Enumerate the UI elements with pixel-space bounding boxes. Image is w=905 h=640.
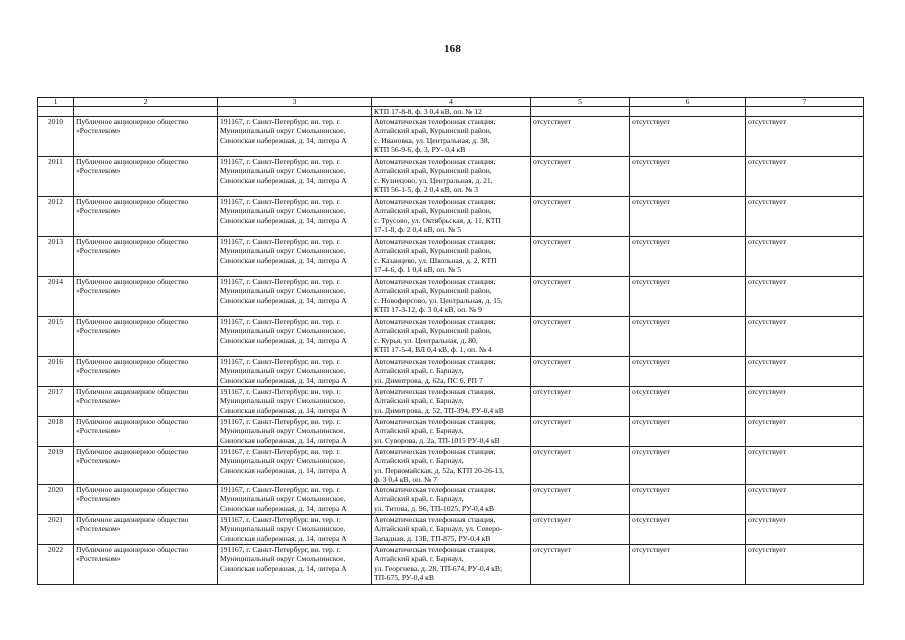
column-7-cell: отсутствует (746, 387, 864, 417)
owner-cell: Публичное акционерное общество «Ростелеком» (74, 317, 218, 357)
column-7-cell: отсутствует (746, 545, 864, 585)
address-cell: 191167, г. Санкт-Петербург, вн. тер. г. Муниципальный округ Смольнинское, Синопская набережная, д. 14, литера А (218, 485, 372, 515)
column-6-cell: отсутствует (630, 357, 746, 387)
table-body (38, 107, 864, 585)
owner-cell: Публичное акционерное общество «Ростелеком» (74, 417, 218, 447)
column-5-cell: отсутствует (531, 317, 630, 357)
owner-cell: Публичное акционерное общество «Ростелеком» (74, 545, 218, 585)
column-7-cell: отсутствует (746, 157, 864, 197)
table-row (38, 277, 864, 317)
column-7-cell: отсутствует (746, 357, 864, 387)
continuation-row (38, 107, 864, 117)
address-cell: 191167, г. Санкт-Петербург, вн. тер. г. Муниципальный округ Смольнинское, Синопская набережная, д. 14, литера А (218, 417, 372, 447)
column-6-cell: отсутствует (630, 447, 746, 485)
table-cell (38, 107, 74, 117)
address-cell: 191167, г. Санкт-Петербург, вн. тер. г. Муниципальный округ Смольнинское, Синопская набережная, д. 14, литера А (218, 447, 372, 485)
column-7-cell: отсутствует (746, 447, 864, 485)
column-5-cell: отсутствует (531, 447, 630, 485)
owner-cell: Публичное акционерное общество «Ростелеком» (74, 357, 218, 387)
object-cell: Автоматическая телефонная станция, Алтайский край, Курьинский район, с. Новофирсово, ул. Центральная, д. 15, КТП 17-3-12, ф. 3 0,4 кВ, оп. № 9 (372, 277, 531, 317)
column-7-cell: отсутствует (746, 515, 864, 545)
column-header: 7 (746, 98, 864, 107)
table-cell (531, 107, 630, 117)
column-header: 2 (74, 98, 218, 107)
column-6-cell: отсутствует (630, 277, 746, 317)
row-number-cell: 2010 (38, 117, 74, 157)
column-5-cell: отсутствует (531, 515, 630, 545)
address-cell: 191167, г. Санкт-Петербург, вн. тер. г. Муниципальный округ Смольнинское, Синопская набережная, д. 14, литера А (218, 387, 372, 417)
row-number-cell: 2017 (38, 387, 74, 417)
row-number-cell: 2013 (38, 237, 74, 277)
owner-cell: Публичное акционерное общество «Ростелеком» (74, 387, 218, 417)
row-number-cell: 2021 (38, 515, 74, 545)
column-6-cell: отсутствует (630, 387, 746, 417)
address-cell: 191167, г. Санкт-Петербург, вн. тер. г. Муниципальный округ Смольнинское, Синопская набережная, д. 14, литера А (218, 317, 372, 357)
column-6-cell: отсутствует (630, 515, 746, 545)
address-cell: 191167, г. Санкт-Петербург, вн. тер. г. Муниципальный округ Смольнинское, Синопская набережная, д. 14, литера А (218, 277, 372, 317)
column-5-cell: отсутствует (531, 357, 630, 387)
table-row (38, 545, 864, 585)
column-6-cell: отсутствует (630, 117, 746, 157)
table-row (38, 197, 864, 237)
row-number-cell: 2020 (38, 485, 74, 515)
object-cell: Автоматическая телефонная станция, Алтайский край, г. Барнаул, ул. Северо- Западная, д. 13Б, ТП-875, РУ-0,4 кВ (372, 515, 531, 545)
address-cell: 191167, г. Санкт-Петербург, вн. тер. г. Муниципальный округ Смольнинское, Синопская набережная, д. 14, литера А (218, 197, 372, 237)
column-header: 4 (372, 98, 531, 107)
column-5-cell: отсутствует (531, 117, 630, 157)
owner-cell: Публичное акционерное общество «Ростелеком» (74, 447, 218, 485)
table-row (38, 485, 864, 515)
address-cell: 191167, г. Санкт-Петербург, вн. тер. г. Муниципальный округ Смольнинское, Синопская набережная, д. 14, литера А (218, 157, 372, 197)
object-cell: Автоматическая телефонная станция, Алтайский край, г. Барнаул, ул. Димитрова, д. 62а, ПС 6, РП 7 (372, 357, 531, 387)
column-7-cell: отсутствует (746, 317, 864, 357)
row-number-cell: 2016 (38, 357, 74, 387)
row-number-cell: 2012 (38, 197, 74, 237)
column-7-cell: отсутствует (746, 277, 864, 317)
column-5-cell: отсутствует (531, 277, 630, 317)
object-cell: Автоматическая телефонная станция, Алтайский край, Курьинский район, с. Казанцево, ул. Школьная, д. 2, КТП 17-4-6, ф. 1 0,4 кВ, оп. № 5 (372, 237, 531, 277)
column-6-cell: отсутствует (630, 197, 746, 237)
table-row (38, 387, 864, 417)
table-cell (218, 107, 372, 117)
column-5-cell: отсутствует (531, 197, 630, 237)
header-row (38, 98, 864, 107)
row-number-cell: 2019 (38, 447, 74, 485)
object-cell: КТП 17-8-8, ф. 3 0,4 кВ, оп. № 12 (372, 107, 531, 117)
table-row (38, 237, 864, 277)
column-6-cell: отсутствует (630, 485, 746, 515)
table-cell (74, 107, 218, 117)
column-6-cell: отсутствует (630, 317, 746, 357)
owner-cell: Публичное акционерное общество «Ростелеком» (74, 515, 218, 545)
object-cell: Автоматическая телефонная станция, Алтайский край, Курьинский район, с. Курья, ул. Центральная, д. 80, КТП 17-5-4, ВЛ 0,4 кВ, ф. 1, оп. № 4 (372, 317, 531, 357)
object-cell: Автоматическая телефонная станция, Алтайский край, г. Барнаул, ул. Первомайская, д. 52а, КТП 20-26-13, ф. 3 0,4 кВ, оп. № 7 (372, 447, 531, 485)
object-cell: Автоматическая телефонная станция, Алтайский край, Курьинский район, с. Ивановка, ул. Центральная, д. 38, КТП 56-9-6, ф. 3, РУ- 0,4 кВ (372, 117, 531, 157)
table-row (38, 317, 864, 357)
column-6-cell: отсутствует (630, 237, 746, 277)
owner-cell: Публичное акционерное общество «Ростелеком» (74, 197, 218, 237)
column-7-cell: отсутствует (746, 485, 864, 515)
table-row (38, 447, 864, 485)
column-5-cell: отсутствует (531, 417, 630, 447)
table-row (38, 157, 864, 197)
address-cell: 191167, г. Санкт-Петербург, вн. тер. г. Муниципальный округ Смольнинское, Синопская набережная, д. 14, литера А (218, 357, 372, 387)
row-number-cell: 2018 (38, 417, 74, 447)
table-row (38, 417, 864, 447)
table-cell (746, 107, 864, 117)
column-5-cell: отсутствует (531, 485, 630, 515)
column-6-cell: отсутствует (630, 157, 746, 197)
column-5-cell: отсутствует (531, 545, 630, 585)
column-header: 3 (218, 98, 372, 107)
column-header: 1 (38, 98, 74, 107)
column-6-cell: отсутствует (630, 417, 746, 447)
table-row (38, 515, 864, 545)
owner-cell: Публичное акционерное общество «Ростелеком» (74, 157, 218, 197)
column-header: 5 (531, 98, 630, 107)
table-cell (630, 107, 746, 117)
column-6-cell: отсутствует (630, 545, 746, 585)
address-cell: 191167, г. Санкт-Петербург, вн. тер. г. Муниципальный округ Смольнинское, Синопская набережная, д. 14, литера А (218, 237, 372, 277)
address-cell: 191167, г. Санкт-Петербург, вн. тер. г. Муниципальный округ Смольнинское, Синопская набережная, д. 14, литера А (218, 515, 372, 545)
address-cell: 191167, г. Санкт-Петербург, вн. тер. г. Муниципальный округ Смольнинское, Синопская набережная, д. 14, литера А (218, 545, 372, 585)
column-7-cell: отсутствует (746, 197, 864, 237)
table-row (38, 357, 864, 387)
object-cell: Автоматическая телефонная станция, Алтайский край, г. Барнаул, ул. Георгиева, д. 28, ТП-674, РУ-0,4 кВ; ТП-675, РУ-0,4 кВ (372, 545, 531, 585)
row-number-cell: 2015 (38, 317, 74, 357)
column-7-cell: отсутствует (746, 417, 864, 447)
row-number-cell: 2014 (38, 277, 74, 317)
column-7-cell: отсутствует (746, 237, 864, 277)
object-cell: Автоматическая телефонная станция, Алтайский край, Курьинский район, с. Кузнецово, ул. Центральная, д. 21, КТП 56-1-5, ф. 2 0,4 кВ, оп. № 3 (372, 157, 531, 197)
table-row (38, 117, 864, 157)
object-cell: Автоматическая телефонная станция, Алтайский край, г. Барнаул, ул. Суворова, д. 2а, ТП-1015 РУ-0,4 кВ (372, 417, 531, 447)
owner-cell: Публичное акционерное общество «Ростелеком» (74, 117, 218, 157)
column-5-cell: отсутствует (531, 387, 630, 417)
row-number-cell: 2011 (38, 157, 74, 197)
registry-table (37, 97, 864, 585)
owner-cell: Публичное акционерное общество «Ростелеком» (74, 485, 218, 515)
column-7-cell: отсутствует (746, 117, 864, 157)
object-cell: Автоматическая телефонная станция, Алтайский край, г. Барнаул, ул. Титова, д. 96, ТП-1025, РУ-0,4 кВ (372, 485, 531, 515)
page-number: 168 (443, 43, 462, 55)
column-5-cell: отсутствует (531, 157, 630, 197)
owner-cell: Публичное акционерное общество «Ростелеком» (74, 277, 218, 317)
object-cell: Автоматическая телефонная станция, Алтайский край, г. Барнаул, ул. Димитрова, д. 52, ТП-394, РУ-0,4 кВ (372, 387, 531, 417)
owner-cell: Публичное акционерное общество «Ростелеком» (74, 237, 218, 277)
object-cell: Автоматическая телефонная станция, Алтайский край, Курьинский район, с. Трусово, ул. Октябрьская, д. 11, КТП 17-1-8, ф. 2 0,4 кВ, оп. № 5 (372, 197, 531, 237)
address-cell: 191167, г. Санкт-Петербург, вн. тер. г. Муниципальный округ Смольнинское, Синопская набережная, д. 14, литера А (218, 117, 372, 157)
row-number-cell: 2022 (38, 545, 74, 585)
column-5-cell: отсутствует (531, 237, 630, 277)
column-header: 6 (630, 98, 746, 107)
